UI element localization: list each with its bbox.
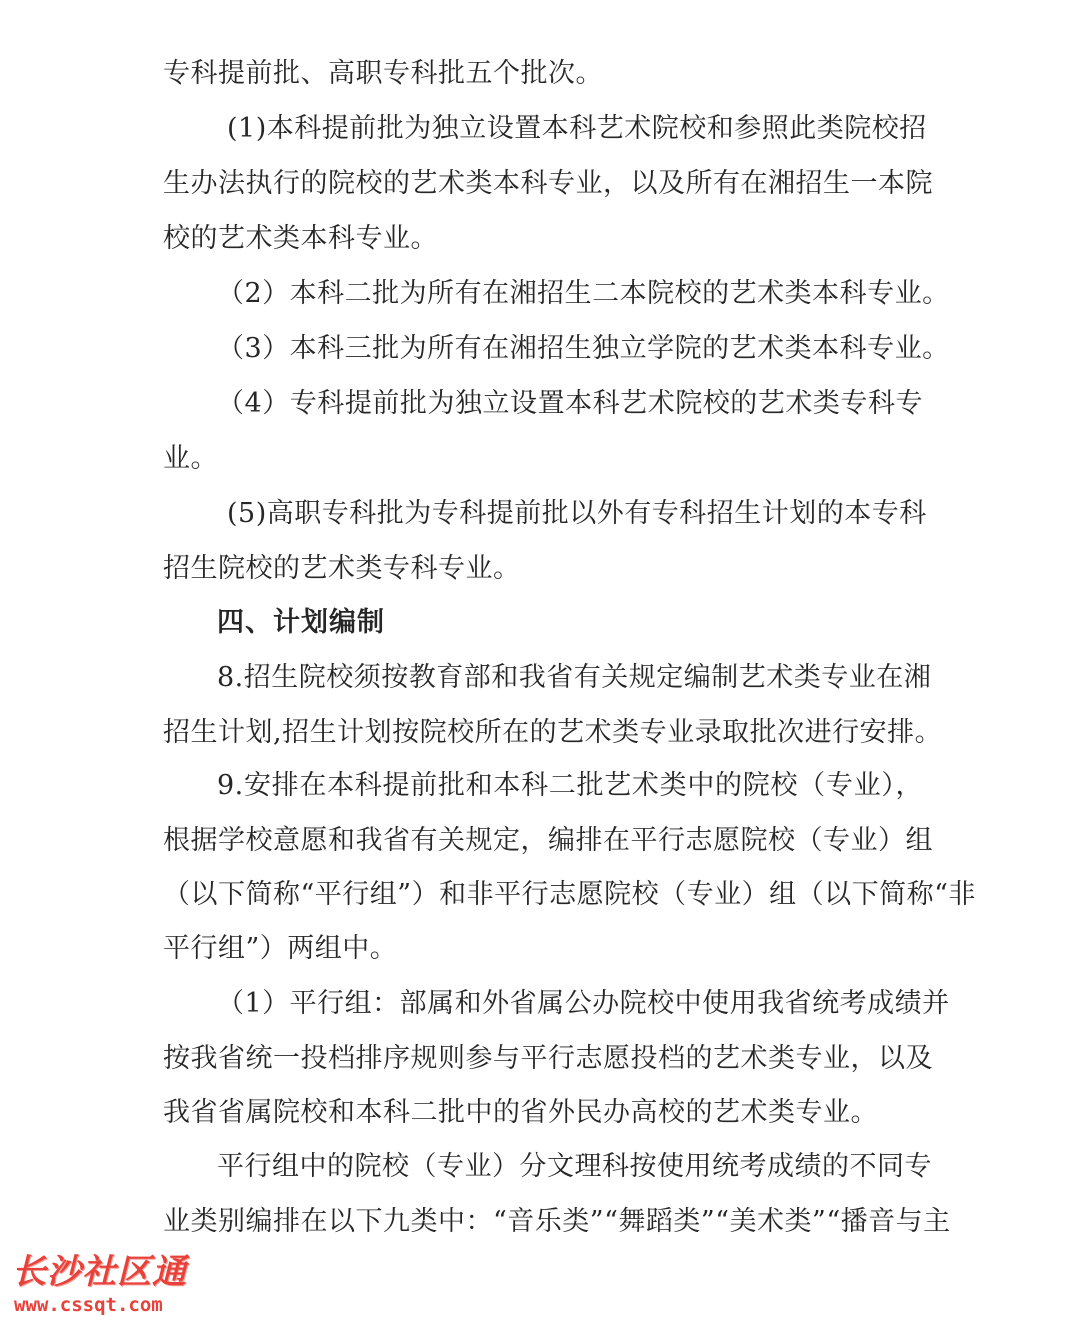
text-line: 平行组”）两组中。 — [163, 933, 398, 964]
text-line: 我省省属院校和本科二批中的省外民办高校的艺术类专业。 — [163, 1097, 878, 1128]
text-line: 业。 — [163, 443, 218, 474]
text-line: （2）本科二批为所有在湘招生二本院校的艺术类本科专业。 — [217, 278, 950, 309]
section-heading: 四、计划编制 — [217, 607, 385, 638]
text-line: 招生院校的艺术类专科专业。 — [163, 553, 521, 584]
text-line: 根据学校意愿和我省有关规定，编排在平行志愿院校（专业）组 — [163, 825, 933, 856]
text-line: 校的艺术类本科专业。 — [163, 223, 438, 254]
watermark-url: www.cssqt.com — [14, 1294, 163, 1316]
text-line: （3）本科三批为所有在湘招生独立学院的艺术类本科专业。 — [217, 333, 950, 364]
text-line: 业类别编排在以下九类中：“音乐类”“舞蹈类”“美术类”“播音与主 — [163, 1206, 951, 1237]
text-line: 生办法执行的院校的艺术类本科专业，以及所有在湘招生一本院 — [163, 168, 933, 199]
text-line: 平行组中的院校（专业）分文理科按使用统考成绩的不同专 — [217, 1151, 932, 1182]
text-line: （1）平行组：部属和外省属公办院校中使用我省统考成绩并 — [217, 988, 950, 1019]
text-line: 专科提前批、高职专科批五个批次。 — [163, 58, 603, 89]
text-line: 9.安排在本科提前批和本科二批艺术类中的院校（专业）， — [217, 770, 923, 801]
watermark-logo-text: 长沙社区通 — [12, 1252, 187, 1292]
site-watermark — [12, 1252, 232, 1322]
text-line: （4）专科提前批为独立设置本科艺术院校的艺术类专科专 — [217, 388, 923, 419]
text-line: 按我省统一投档排序规则参与平行志愿投档的艺术类专业，以及 — [163, 1043, 933, 1074]
text-line: 8.招生院校须按教育部和我省有关规定编制艺术类专业在湘 — [217, 662, 932, 693]
text-line: (5)高职专科批为专科提前批以外有专科招生计划的本专科 — [227, 498, 927, 529]
text-line: 招生计划,招生计划按院校所在的艺术类专业录取批次进行安排。 — [163, 717, 943, 748]
text-line: (1)本科提前批为独立设置本科艺术院校和参照此类院校招 — [227, 113, 927, 144]
text-line: （以下简称“平行组”）和非平行志愿院校（专业）组（以下简称“非 — [163, 879, 976, 910]
